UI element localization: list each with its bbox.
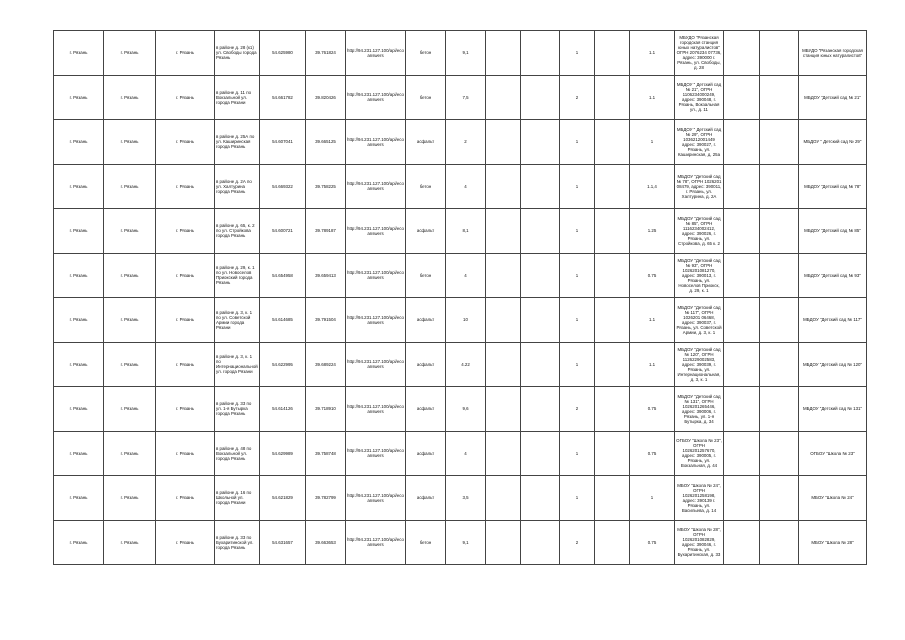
link-cell: http://94.231.127.100/api/ecoanswers [346, 520, 406, 565]
empty-cell-a [724, 520, 760, 565]
owner-cell: МБУДО "Рязанская городская станция юных натуралистов" [799, 31, 867, 76]
latitude-cell: 54.622995 [260, 342, 306, 387]
locality-cell: г. Рязань [54, 209, 104, 254]
organization-cell: ОГБОУ "Школа № 23", ОГРН 1026201257670, адрес: 390005, г. Рязань, ул. Вокзальная, д. 44 [675, 431, 724, 476]
table-row [54, 520, 867, 565]
volume-cell: 1.1 [630, 298, 675, 343]
owner-cell: МБОУ "Школа № 28" [799, 520, 867, 565]
locality-cell: г. Рязань [54, 120, 104, 165]
city-cell: г. Рязань [156, 75, 215, 120]
longitude-cell: 39.665125 [306, 120, 346, 165]
empty-cell-a [724, 431, 760, 476]
area-cell: 4 [446, 164, 486, 209]
city-cell: г. Рязань [156, 298, 215, 343]
city-cell: г. Рязань [156, 520, 215, 565]
owner-cell: МБДОУ "Детский сад № 93" [799, 253, 867, 298]
count-a-cell [521, 75, 560, 120]
empty-cell-a [724, 120, 760, 165]
city-cell: г. Рязань [156, 209, 215, 254]
registry-table [53, 30, 867, 565]
longitude-cell: 39.789187 [306, 209, 346, 254]
spacer-cell [486, 120, 521, 165]
link-cell: http://94.231.127.100/api/ecoanswers [346, 120, 406, 165]
empty-cell-a [724, 387, 760, 432]
count-a-cell [521, 520, 560, 565]
link-cell: http://94.231.127.100/api/ecoanswers [346, 209, 406, 254]
area-cell: 9,1 [446, 520, 486, 565]
locality-cell: г. Рязань [54, 164, 104, 209]
count-a-cell [521, 209, 560, 254]
organization-cell: МБУДО "Рязанская городская станция юных натуралистов" ОГРН 2076234 07736, адрес: 390000 г. Рязань, ул. Свободы, д. 28 [675, 31, 724, 76]
city-cell: г. Рязань [156, 387, 215, 432]
latitude-cell: 54.607041 [260, 120, 306, 165]
latitude-cell: 54.600721 [260, 209, 306, 254]
table-row [54, 431, 867, 476]
empty-cell-b [760, 387, 799, 432]
count-b-cell: 1 [560, 253, 595, 298]
link-cell: http://94.231.127.100/api/ecoanswers [346, 387, 406, 432]
count-b-cell: 1 [560, 342, 595, 387]
locality-cell: г. Рязань [54, 253, 104, 298]
surface-cell: асфальт [406, 387, 446, 432]
latitude-cell: 54.631657 [260, 520, 306, 565]
count-c-cell [595, 298, 630, 343]
count-a-cell [521, 342, 560, 387]
locality-cell: г. Рязань [54, 342, 104, 387]
link-cell: http://94.231.127.100/api/ecoanswers [346, 253, 406, 298]
area-cell: 10 [446, 298, 486, 343]
count-a-cell [521, 164, 560, 209]
volume-cell: 1.1,4 [630, 164, 675, 209]
table-row [54, 298, 867, 343]
latitude-cell: 54.669322 [260, 164, 306, 209]
organization-cell: МБОУ "Школа № 24", ОГРН 1026201258198, адрес: 390139 г. Рязань, ул. Васильева, д. 14 [675, 476, 724, 521]
longitude-cell: 39.820426 [306, 75, 346, 120]
count-b-cell: 2 [560, 520, 595, 565]
empty-cell-b [760, 342, 799, 387]
latitude-cell: 54.614126 [260, 387, 306, 432]
district-cell: г. Рязань [104, 520, 156, 565]
organization-cell: МБОУ "Школа № 28", ОГРН 1026201082829, адрес: 390046, г. Рязань, ул. Бухаритинская, д. 33 [675, 520, 724, 565]
latitude-cell: 54.661782 [260, 75, 306, 120]
spacer-cell [486, 431, 521, 476]
area-cell: 9,6 [446, 387, 486, 432]
address-cell: в районе д. 33 по Бухаритинской ул. города Рязань [215, 520, 260, 565]
empty-cell-b [760, 31, 799, 76]
count-c-cell [595, 431, 630, 476]
longitude-cell: 39.659413 [306, 253, 346, 298]
spacer-cell [486, 75, 521, 120]
link-cell: http://94.231.127.100/api/ecoanswers [346, 342, 406, 387]
district-cell: г. Рязань [104, 31, 156, 76]
owner-cell: МБДОУ "Детский сад № 21" [799, 75, 867, 120]
empty-cell-b [760, 520, 799, 565]
count-b-cell: 1 [560, 164, 595, 209]
empty-cell-a [724, 298, 760, 343]
table-row [54, 31, 867, 76]
spacer-cell [486, 209, 521, 254]
volume-cell: 1.1 [630, 342, 675, 387]
owner-cell: МБДОУ "Детский сад № 120" [799, 342, 867, 387]
spacer-cell [486, 342, 521, 387]
longitude-cell: 39.663653 [306, 520, 346, 565]
surface-cell: асфальт [406, 431, 446, 476]
volume-cell: 1.1 [630, 31, 675, 76]
empty-cell-b [760, 253, 799, 298]
count-a-cell [521, 31, 560, 76]
empty-cell-a [724, 209, 760, 254]
link-cell: http://94.231.127.100/api/ecoanswers [346, 75, 406, 120]
table-row [54, 120, 867, 165]
empty-cell-a [724, 253, 760, 298]
count-c-cell [595, 75, 630, 120]
volume-cell: 1 [630, 476, 675, 521]
count-b-cell: 2 [560, 75, 595, 120]
owner-cell: МБОУ "Школа № 24" [799, 476, 867, 521]
link-cell: http://94.231.127.100/api/ecoanswers [346, 298, 406, 343]
surface-cell: бетон [406, 31, 446, 76]
empty-cell-a [724, 75, 760, 120]
count-b-cell: 1 [560, 120, 595, 165]
count-b-cell: 1 [560, 209, 595, 254]
surface-cell: асфальт [406, 209, 446, 254]
table-row [54, 476, 867, 521]
count-a-cell [521, 120, 560, 165]
table-row [54, 253, 867, 298]
city-cell: г. Рязань [156, 342, 215, 387]
district-cell: г. Рязань [104, 298, 156, 343]
surface-cell: асфальт [406, 298, 446, 343]
area-cell: 9,1 [446, 31, 486, 76]
address-cell: в районе д. 2А по ул. Халтурина города Рязань [215, 164, 260, 209]
volume-cell: 1 [630, 120, 675, 165]
organization-cell: МБДОУ "Детский сад № 93", ОГРН 1026201081270, адрес: 390013, г. Рязань, ул. Новоселов Приокск, д. 29, к. 1 [675, 253, 724, 298]
empty-cell-b [760, 120, 799, 165]
address-cell: в районе д. 3, к. 1 по Интернациональной ул. города Рязани [215, 342, 260, 387]
surface-cell: бетон [406, 253, 446, 298]
volume-cell: 1.1 [630, 75, 675, 120]
count-b-cell: 1 [560, 298, 595, 343]
longitude-cell: 39.782799 [306, 476, 346, 521]
longitude-cell: 39.689224 [306, 342, 346, 387]
latitude-cell: 54.625980 [260, 31, 306, 76]
count-b-cell: 1 [560, 31, 595, 76]
latitude-cell: 54.621829 [260, 476, 306, 521]
empty-cell-a [724, 164, 760, 209]
link-cell: http://94.231.127.100/api/ecoanswers [346, 476, 406, 521]
spacer-cell [486, 253, 521, 298]
empty-cell-b [760, 209, 799, 254]
latitude-cell: 54.654958 [260, 253, 306, 298]
table-row [54, 75, 867, 120]
address-cell: в районе д. 11 по Вокзальной ул. города Рязани [215, 75, 260, 120]
locality-cell: г. Рязань [54, 31, 104, 76]
table-row [54, 342, 867, 387]
longitude-cell: 39.758225 [306, 164, 346, 209]
surface-cell: асфальт [406, 476, 446, 521]
organization-cell: МБДОУ "Детский сад № 78", ОГРН 1026201 08479, адрес: 390011, г. Рязань, ул. Халтурина, д. 2А [675, 164, 724, 209]
longitude-cell: 39.791504 [306, 298, 346, 343]
count-b-cell: 1 [560, 431, 595, 476]
count-b-cell: 1 [560, 476, 595, 521]
surface-cell: асфальт [406, 120, 446, 165]
longitude-cell: 39.761824 [306, 31, 346, 76]
organization-cell: МБДОУ "Детский сад № 120", ОГРН 1126229002583, адрес: 390039, г. Рязань, ул. Интернациональная, д. 3, к. 1 [675, 342, 724, 387]
locality-cell: г. Рязань [54, 431, 104, 476]
volume-cell: 0.75 [630, 253, 675, 298]
surface-cell: бетон [406, 520, 446, 565]
locality-cell: г. Рязань [54, 520, 104, 565]
district-cell: г. Рязань [104, 164, 156, 209]
district-cell: г. Рязань [104, 431, 156, 476]
area-cell: 7,5 [446, 75, 486, 120]
district-cell: г. Рязань [104, 387, 156, 432]
spacer-cell [486, 520, 521, 565]
locality-cell: г. Рязань [54, 387, 104, 432]
count-c-cell [595, 520, 630, 565]
volume-cell: 1.25 [630, 209, 675, 254]
empty-cell-a [724, 342, 760, 387]
owner-cell: МБДОУ "Детский сад № 131" [799, 387, 867, 432]
organization-cell: МБДОУ "Детский сад № 131", ОГРН 1026201265446, адрес: 390006, г. Рязань, ул. 1-я Бутырка, д. 34 [675, 387, 724, 432]
table-row [54, 164, 867, 209]
area-cell: 2 [446, 120, 486, 165]
link-cell: http://94.231.127.100/api/ecoanswers [346, 164, 406, 209]
volume-cell: 0.75 [630, 387, 675, 432]
count-c-cell [595, 476, 630, 521]
owner-cell: МБДОУ "Детский сад № 78" [799, 164, 867, 209]
table-row [54, 209, 867, 254]
locality-cell: г. Рязань [54, 298, 104, 343]
address-cell: в районе д. 65, к. 2 по ул. Стройкова города Рязань [215, 209, 260, 254]
spacer-cell [486, 164, 521, 209]
surface-cell: бетон [406, 75, 446, 120]
longitude-cell: 39.718910 [306, 387, 346, 432]
district-cell: г. Рязань [104, 75, 156, 120]
count-a-cell [521, 298, 560, 343]
city-cell: г. Рязань [156, 253, 215, 298]
organization-cell: МБДОУ "Детский сад № 117", ОГРН 1026201 06468, адрес: 390037, г. Рязань, ул. Советской Армии, д. 3, к. 1 [675, 298, 724, 343]
empty-cell-b [760, 75, 799, 120]
count-a-cell [521, 476, 560, 521]
city-cell: г. Рязань [156, 476, 215, 521]
table-body [54, 31, 867, 565]
empty-cell-b [760, 476, 799, 521]
count-c-cell [595, 253, 630, 298]
owner-cell: МБДОУ "Детский сад № 85" [799, 209, 867, 254]
city-cell: г. Рязань [156, 120, 215, 165]
volume-cell: 0.75 [630, 431, 675, 476]
empty-cell-b [760, 431, 799, 476]
count-c-cell [595, 387, 630, 432]
district-cell: г. Рязань [104, 209, 156, 254]
empty-cell-a [724, 476, 760, 521]
city-cell: г. Рязань [156, 164, 215, 209]
table-row [54, 387, 867, 432]
surface-cell: асфальт [406, 342, 446, 387]
latitude-cell: 54.614685 [260, 298, 306, 343]
address-cell: в районе д. 25А по ул. Каширинская города Рязань [215, 120, 260, 165]
address-cell: в районе д. 28 (к1) ул. Свободы города Рязань [215, 31, 260, 76]
area-cell: 4.22 [446, 342, 486, 387]
city-cell: г. Рязань [156, 431, 215, 476]
district-cell: г. Рязань [104, 120, 156, 165]
link-cell: http://94.231.127.100/api/ecoanswers [346, 31, 406, 76]
link-cell: http://94.231.127.100/api/ecoanswers [346, 431, 406, 476]
city-cell: г. Рязань [156, 31, 215, 76]
owner-cell: МБДОУ " Детский сад № 29" [799, 120, 867, 165]
area-cell: 4 [446, 431, 486, 476]
count-c-cell [595, 31, 630, 76]
count-b-cell: 2 [560, 387, 595, 432]
spacer-cell [486, 31, 521, 76]
organization-cell: МБДОУ "Детский сад № 85", ОГРН 1116234002412, адрес: 390026, г. Рязань, ул. Стройкова, д. 65 к. 2 [675, 209, 724, 254]
district-cell: г. Рязань [104, 342, 156, 387]
empty-cell-b [760, 298, 799, 343]
area-cell: 4 [446, 253, 486, 298]
district-cell: г. Рязань [104, 476, 156, 521]
latitude-cell: 54.629989 [260, 431, 306, 476]
surface-cell: бетон [406, 164, 446, 209]
spacer-cell [486, 298, 521, 343]
locality-cell: г. Рязань [54, 476, 104, 521]
district-cell: г. Рязань [104, 253, 156, 298]
count-a-cell [521, 387, 560, 432]
address-cell: в районе д. 3, к. 1 по ул. Советской Армии города Рязани [215, 298, 260, 343]
owner-cell: ОГБОУ "Школа № 23" [799, 431, 867, 476]
spacer-cell [486, 387, 521, 432]
address-cell: в районе д. 16 по Школьной ул. города Рязани [215, 476, 260, 521]
count-c-cell [595, 209, 630, 254]
organization-cell: МБДОУ " Детский сад № 29", ОГРН 1036212001449 адрес: 390027, г. Рязань, ул. Каширинская, д. 25а [675, 120, 724, 165]
owner-cell: МБДОУ "Детский сад № 117" [799, 298, 867, 343]
empty-cell-a [724, 31, 760, 76]
organization-cell: МБДОУ " Детский сад № 21", ОГРН 1106234000249, адрес: 390048, г. Рязань, Вокзальная ул., д. 11 [675, 75, 724, 120]
address-cell: в районе д. 33 по ул. 1-я Бутырка города Рязань [215, 387, 260, 432]
count-a-cell [521, 431, 560, 476]
spacer-cell [486, 476, 521, 521]
longitude-cell: 39.758748 [306, 431, 346, 476]
count-c-cell [595, 342, 630, 387]
count-c-cell [595, 164, 630, 209]
address-cell: в районе д. 29, к. 1 по ул. Новоселов Приокский города Рязань [215, 253, 260, 298]
area-cell: 8,1 [446, 209, 486, 254]
count-a-cell [521, 253, 560, 298]
empty-cell-b [760, 164, 799, 209]
address-cell: в районе д. 48 по Вокзальной ул. города Рязань [215, 431, 260, 476]
locality-cell: г. Рязань [54, 75, 104, 120]
count-c-cell [595, 120, 630, 165]
area-cell: 3,5 [446, 476, 486, 521]
volume-cell: 0.75 [630, 520, 675, 565]
